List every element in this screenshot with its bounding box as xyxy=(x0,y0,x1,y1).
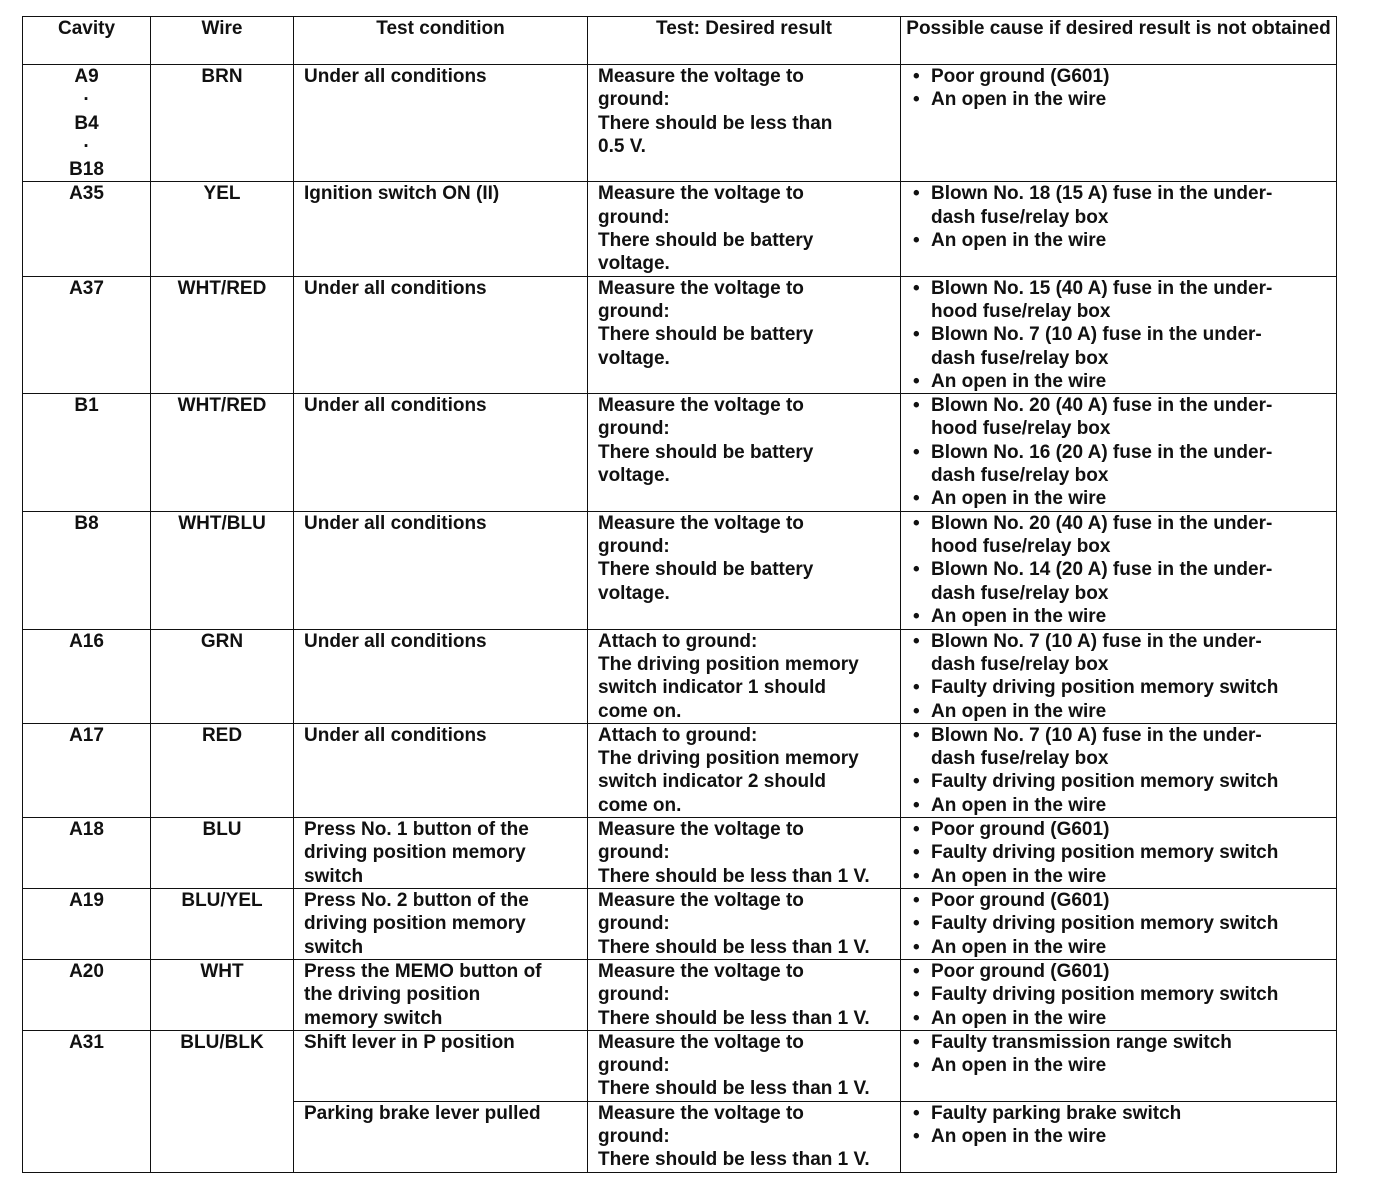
wire-color: YEL xyxy=(203,183,241,205)
cause-line: Faulty driving position memory switch xyxy=(931,984,1279,1006)
cause-line: Faulty driving position memory switch xyxy=(931,677,1279,699)
wire-cell xyxy=(151,888,294,959)
cause-line: hood fuse/relay box xyxy=(931,418,1111,440)
condition-line: Under all conditions xyxy=(304,630,487,652)
wire-cell xyxy=(151,511,294,629)
cause-line: Poor ground (G601) xyxy=(931,889,1110,911)
table-row xyxy=(23,629,1337,723)
cavity-value: A35 xyxy=(69,183,104,205)
cause-line: Blown No. 15 (40 A) fuse in the under- xyxy=(931,277,1273,299)
desired-result-cell xyxy=(588,629,901,723)
wire-color: BRN xyxy=(201,66,243,87)
header-possible-cause: Possible cause if desired result is not obtained xyxy=(901,17,1337,65)
cavity-cell xyxy=(23,1030,151,1172)
condition-line: Press No. 1 button of the xyxy=(304,819,529,841)
result-line: switch indicator 2 should xyxy=(598,771,827,793)
bullet-icon: • xyxy=(913,89,920,111)
bullet-icon: • xyxy=(913,936,920,958)
condition-line: Press the MEMO button of xyxy=(304,960,542,982)
result-line: voltage. xyxy=(598,347,670,369)
bullet-icon: • xyxy=(913,512,920,534)
cavity-cell xyxy=(23,182,151,276)
result-line: ground: xyxy=(598,842,670,864)
cause-item xyxy=(911,1102,1336,1125)
cavity-value: · xyxy=(83,89,90,111)
cause-line: An open in the wire xyxy=(931,794,1107,816)
possible-cause-cell xyxy=(901,276,1337,393)
cause-item xyxy=(911,558,1336,605)
result-line: Measure the voltage to xyxy=(598,1031,804,1053)
cause-line: dash fuse/relay box xyxy=(931,748,1109,770)
condition-line: the driving position xyxy=(304,984,481,1006)
bullet-icon: • xyxy=(913,771,920,793)
cavity-value: A16 xyxy=(69,630,104,652)
cause-line: Blown No. 20 (40 A) fuse in the under- xyxy=(931,395,1273,417)
table-row xyxy=(23,65,1337,182)
cavity-value: A19 xyxy=(69,889,104,911)
desired-result-cell xyxy=(588,394,901,511)
result-line: ground: xyxy=(598,418,670,440)
result-line: There should be battery xyxy=(598,324,814,346)
result-line: Measure the voltage to xyxy=(598,66,804,87)
cause-item xyxy=(911,394,1336,441)
test-condition-cell xyxy=(294,629,588,723)
wire-color: WHT/BLU xyxy=(178,512,266,534)
bullet-icon: • xyxy=(913,1007,920,1029)
cause-line: An open in the wire xyxy=(931,370,1107,392)
header-desired-result: Test: Desired result xyxy=(588,17,901,65)
cause-item xyxy=(911,487,1336,510)
result-line: There should be less than 1 V. xyxy=(598,1078,870,1100)
cavity-value: B1 xyxy=(74,395,99,417)
desired-result-cell xyxy=(588,888,901,959)
cavity-cell xyxy=(23,723,151,817)
result-line: ground: xyxy=(598,984,670,1006)
cause-item xyxy=(911,1007,1336,1030)
condition-line: memory switch xyxy=(304,1007,443,1029)
condition-line: Under all conditions xyxy=(304,277,487,299)
bullet-icon: • xyxy=(913,1125,920,1147)
condition-line: Under all conditions xyxy=(304,724,487,746)
result-line: Measure the voltage to xyxy=(598,889,804,911)
cavity-value: B18 xyxy=(69,159,104,181)
cause-item xyxy=(911,770,1336,793)
bullet-icon: • xyxy=(913,559,920,581)
cavity-cell xyxy=(23,629,151,723)
wire-color: WHT/RED xyxy=(177,395,267,417)
wire-cell xyxy=(151,1030,294,1172)
wire-color: BLU/BLK xyxy=(180,1031,264,1053)
cause-line: An open in the wire xyxy=(931,605,1107,627)
condition-line: driving position memory xyxy=(304,913,526,935)
bullet-icon: • xyxy=(913,842,920,864)
wire-cell xyxy=(151,629,294,723)
result-line: voltage. xyxy=(598,582,670,604)
cause-line: Blown No. 18 (15 A) fuse in the under- xyxy=(931,183,1273,205)
cause-item xyxy=(911,912,1336,935)
desired-result-cell xyxy=(588,276,901,393)
bullet-icon: • xyxy=(913,913,920,935)
cavity-cell xyxy=(23,65,151,182)
cause-item xyxy=(911,818,1336,841)
result-line: voltage. xyxy=(598,253,670,275)
cavity-cell xyxy=(23,276,151,393)
cause-item xyxy=(911,794,1336,817)
result-line: come on. xyxy=(598,700,682,722)
result-line: There should be less than 1 V. xyxy=(598,936,870,958)
cause-item xyxy=(911,865,1336,888)
table-row xyxy=(23,1030,1337,1101)
bullet-icon: • xyxy=(913,889,920,911)
cause-line: dash fuse/relay box xyxy=(931,206,1109,228)
connector-test-table-container xyxy=(22,16,1337,1173)
cause-line: Faulty driving position memory switch xyxy=(931,771,1279,793)
cause-line: Blown No. 16 (20 A) fuse in the under- xyxy=(931,441,1273,463)
cause-line: An open in the wire xyxy=(931,700,1107,722)
cause-item xyxy=(911,277,1336,324)
table-row xyxy=(23,394,1337,511)
result-line: Measure the voltage to xyxy=(598,395,804,417)
possible-cause-cell xyxy=(901,394,1337,511)
wire-cell xyxy=(151,394,294,511)
possible-cause-cell xyxy=(901,511,1337,629)
bullet-icon: • xyxy=(913,630,920,652)
condition-line: Under all conditions xyxy=(304,395,487,417)
header-wire: Wire xyxy=(151,17,294,65)
cause-item xyxy=(911,182,1336,229)
cause-item xyxy=(911,841,1336,864)
desired-result-cell xyxy=(588,959,901,1030)
wire-color: RED xyxy=(201,724,243,746)
cavity-value: A9 xyxy=(74,66,99,87)
possible-cause-cell xyxy=(901,182,1337,276)
table-row xyxy=(23,959,1337,1030)
result-line: There should be less than xyxy=(598,112,833,134)
wire-cell xyxy=(151,723,294,817)
cavity-value: B4 xyxy=(74,112,99,134)
table-row xyxy=(23,182,1337,276)
table-row xyxy=(23,276,1337,393)
bullet-icon: • xyxy=(913,700,920,722)
bullet-icon: • xyxy=(913,819,920,841)
bullet-icon: • xyxy=(913,1031,920,1053)
cavity-value: A17 xyxy=(69,724,104,746)
bullet-icon: • xyxy=(913,724,920,746)
cause-line: An open in the wire xyxy=(931,1055,1107,1077)
bullet-icon: • xyxy=(913,370,920,392)
test-condition-cell xyxy=(294,1101,588,1172)
cavity-cell xyxy=(23,959,151,1030)
desired-result-cell xyxy=(588,723,901,817)
wire-cell xyxy=(151,959,294,1030)
cause-line: hood fuse/relay box xyxy=(931,535,1111,557)
result-line: Attach to ground: xyxy=(598,630,758,652)
result-line: 0.5 V. xyxy=(598,135,646,157)
result-line: The driving position memory xyxy=(598,653,859,675)
result-line: ground: xyxy=(598,206,670,228)
test-condition-cell xyxy=(294,888,588,959)
test-condition-cell xyxy=(294,723,588,817)
cause-line: Poor ground (G601) xyxy=(931,819,1110,841)
possible-cause-cell xyxy=(901,1030,1337,1101)
condition-line: Under all conditions xyxy=(304,66,487,87)
result-line: Measure the voltage to xyxy=(598,960,804,982)
bullet-icon: • xyxy=(913,677,920,699)
cause-line: Blown No. 14 (20 A) fuse in the under- xyxy=(931,559,1273,581)
cause-line: dash fuse/relay box xyxy=(931,653,1109,675)
wire-cell xyxy=(151,65,294,182)
result-line: Measure the voltage to xyxy=(598,183,804,205)
cause-item xyxy=(911,960,1336,983)
bullet-icon: • xyxy=(913,488,920,510)
cause-item xyxy=(911,229,1336,252)
condition-line: Press No. 2 button of the xyxy=(304,889,529,911)
result-line: There should be battery xyxy=(598,441,814,463)
cause-line: An open in the wire xyxy=(931,1125,1107,1147)
cause-line: Faulty driving position memory switch xyxy=(931,913,1279,935)
cavity-cell xyxy=(23,394,151,511)
test-condition-cell xyxy=(294,65,588,182)
possible-cause-cell xyxy=(901,1101,1337,1172)
possible-cause-cell xyxy=(901,65,1337,182)
cause-line: dash fuse/relay box xyxy=(931,582,1109,604)
desired-result-cell xyxy=(588,818,901,889)
cause-line: hood fuse/relay box xyxy=(931,300,1111,322)
result-line: ground: xyxy=(598,535,670,557)
result-line: There should be battery xyxy=(598,230,814,252)
cause-line: Blown No. 20 (40 A) fuse in the under- xyxy=(931,512,1273,534)
bullet-icon: • xyxy=(913,324,920,346)
bullet-icon: • xyxy=(913,605,920,627)
bullet-icon: • xyxy=(913,395,920,417)
wire-cell xyxy=(151,276,294,393)
possible-cause-cell xyxy=(901,888,1337,959)
result-line: The driving position memory xyxy=(598,748,859,770)
cavity-cell xyxy=(23,888,151,959)
bullet-icon: • xyxy=(913,984,920,1006)
test-condition-cell xyxy=(294,1030,588,1101)
header-row xyxy=(23,17,1337,65)
desired-result-cell xyxy=(588,1101,901,1172)
condition-line: switch xyxy=(304,936,364,958)
cause-item xyxy=(911,630,1336,677)
cause-line: Blown No. 7 (10 A) fuse in the under- xyxy=(931,724,1262,746)
cause-line: dash fuse/relay box xyxy=(931,347,1109,369)
cause-line: An open in the wire xyxy=(931,230,1107,252)
result-line: ground: xyxy=(598,1125,670,1147)
condition-line: Ignition switch ON (II) xyxy=(304,183,500,205)
result-line: There should be less than 1 V. xyxy=(598,1149,870,1171)
cause-item xyxy=(911,700,1336,723)
cause-item xyxy=(911,1031,1336,1054)
cause-item xyxy=(911,1125,1336,1148)
cause-item xyxy=(911,323,1336,370)
bullet-icon: • xyxy=(913,230,920,252)
cause-item xyxy=(911,605,1336,628)
cause-item xyxy=(911,370,1336,393)
cause-item xyxy=(911,724,1336,771)
cause-item xyxy=(911,65,1336,88)
cavity-value: A37 xyxy=(69,277,104,299)
cause-line: Poor ground (G601) xyxy=(931,66,1110,87)
condition-line: driving position memory xyxy=(304,842,526,864)
desired-result-cell xyxy=(588,182,901,276)
connector-test-table xyxy=(22,16,1337,1173)
result-line: come on. xyxy=(598,794,682,816)
result-line: Measure the voltage to xyxy=(598,1102,804,1124)
bullet-icon: • xyxy=(913,441,920,463)
wire-cell xyxy=(151,182,294,276)
test-condition-cell xyxy=(294,276,588,393)
cavity-cell xyxy=(23,511,151,629)
test-condition-cell xyxy=(294,394,588,511)
cavity-value: A31 xyxy=(69,1031,104,1053)
bullet-icon: • xyxy=(913,1102,920,1124)
wire-color: GRN xyxy=(200,630,244,652)
wire-color: BLU xyxy=(202,819,242,841)
result-line: Attach to ground: xyxy=(598,724,758,746)
cause-item xyxy=(911,512,1336,559)
bullet-icon: • xyxy=(913,865,920,887)
result-line: There should be less than 1 V. xyxy=(598,865,870,887)
wire-color: BLU/YEL xyxy=(181,889,263,911)
bullet-icon: • xyxy=(913,66,920,87)
cause-line: Blown No. 7 (10 A) fuse in the under- xyxy=(931,630,1262,652)
cause-line: Faulty parking brake switch xyxy=(931,1102,1182,1124)
header-test-condition: Test condition xyxy=(294,17,588,65)
cause-line: Faulty driving position memory switch xyxy=(931,842,1279,864)
possible-cause-cell xyxy=(901,959,1337,1030)
cause-line: An open in the wire xyxy=(931,936,1107,958)
possible-cause-cell xyxy=(901,629,1337,723)
result-line: switch indicator 1 should xyxy=(598,677,827,699)
table-row xyxy=(23,723,1337,817)
test-condition-cell xyxy=(294,511,588,629)
table-row xyxy=(23,888,1337,959)
table-row xyxy=(23,818,1337,889)
condition-line: Shift lever in P position xyxy=(304,1031,515,1053)
result-line: Measure the voltage to xyxy=(598,819,804,841)
condition-line: switch xyxy=(304,865,364,887)
cause-line: An open in the wire xyxy=(931,488,1107,510)
result-line: ground: xyxy=(598,1055,670,1077)
header-cavity: Cavity xyxy=(23,17,151,65)
cause-item xyxy=(911,441,1336,488)
cause-line: An open in the wire xyxy=(931,1007,1107,1029)
bullet-icon: • xyxy=(913,183,920,205)
result-line: There should be less than 1 V. xyxy=(598,1007,870,1029)
cause-item xyxy=(911,983,1336,1006)
cavity-value: B8 xyxy=(74,512,99,534)
test-condition-cell xyxy=(294,818,588,889)
wire-color: WHT/RED xyxy=(177,277,267,299)
wire-color: WHT xyxy=(200,960,244,982)
bullet-icon: • xyxy=(913,960,920,982)
result-line: Measure the voltage to xyxy=(598,277,804,299)
condition-line: Under all conditions xyxy=(304,512,487,534)
result-line: voltage. xyxy=(598,465,670,487)
possible-cause-cell xyxy=(901,723,1337,817)
desired-result-cell xyxy=(588,1030,901,1101)
cause-line: dash fuse/relay box xyxy=(931,465,1109,487)
result-line: ground: xyxy=(598,89,670,111)
cavity-cell xyxy=(23,818,151,889)
cause-item xyxy=(911,936,1336,959)
result-line: ground: xyxy=(598,300,670,322)
bullet-icon: • xyxy=(913,277,920,299)
condition-line: Parking brake lever pulled xyxy=(304,1102,541,1124)
cause-line: Blown No. 7 (10 A) fuse in the under- xyxy=(931,324,1262,346)
bullet-icon: • xyxy=(913,1055,920,1077)
cause-item xyxy=(911,88,1336,111)
wire-cell xyxy=(151,818,294,889)
table-row xyxy=(23,511,1337,629)
desired-result-cell xyxy=(588,511,901,629)
cause-line: An open in the wire xyxy=(931,89,1107,111)
cavity-value: A18 xyxy=(69,819,104,841)
cause-line: Poor ground (G601) xyxy=(931,960,1110,982)
cause-item xyxy=(911,676,1336,699)
cause-item xyxy=(911,889,1336,912)
result-line: There should be battery xyxy=(598,559,814,581)
cavity-value: · xyxy=(83,135,90,157)
bullet-icon: • xyxy=(913,794,920,816)
cause-line: An open in the wire xyxy=(931,865,1107,887)
result-line: Measure the voltage to xyxy=(598,512,804,534)
test-condition-cell xyxy=(294,182,588,276)
cavity-value: A20 xyxy=(69,960,104,982)
possible-cause-cell xyxy=(901,818,1337,889)
cause-item xyxy=(911,1054,1336,1077)
test-condition-cell xyxy=(294,959,588,1030)
desired-result-cell xyxy=(588,65,901,182)
result-line: ground: xyxy=(598,913,670,935)
cause-line: Faulty transmission range switch xyxy=(931,1031,1232,1053)
